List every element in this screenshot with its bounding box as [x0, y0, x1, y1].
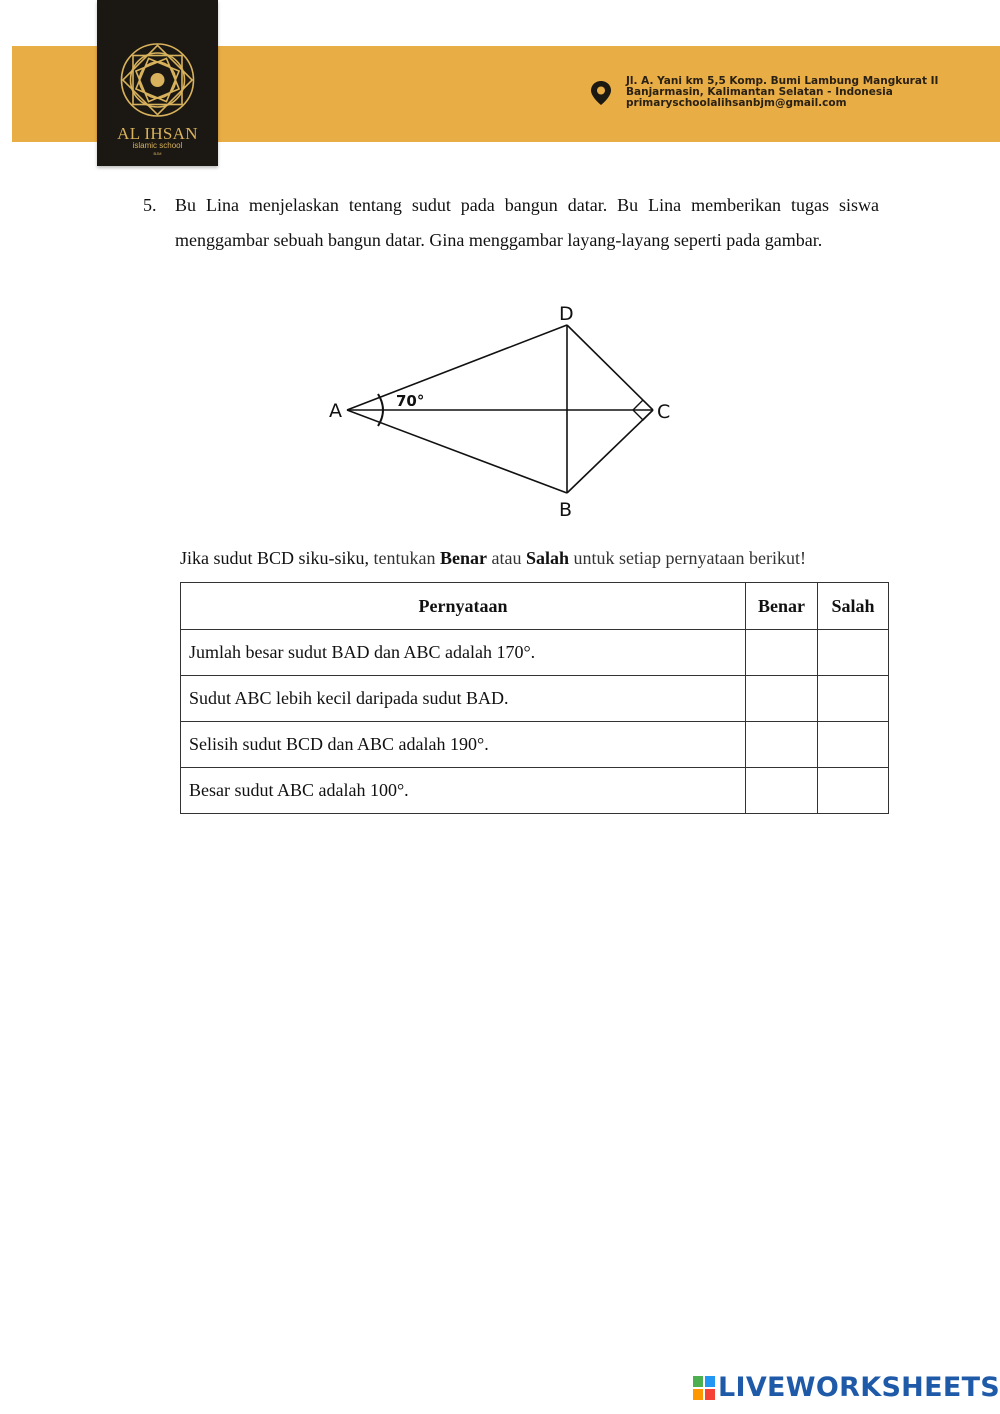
question-number: 5. [143, 195, 157, 215]
question-text: Bu Lina menjelaskan tentang sudut pada bangun datar. Bu Lina memberikan tugas siswa menggambar sebuah bangun datar. Gina menggambar layang-layang seperti pada gambar. [175, 195, 879, 250]
instruction-part1: Jika sudut BCD siku-siku, [180, 548, 370, 568]
label-a: A [329, 400, 342, 422]
instruction [180, 548, 806, 569]
instruction-benar: Benar [440, 548, 488, 568]
liveworksheets-text: LIVEWORKSHEETS [718, 1372, 1000, 1403]
label-c: C [657, 401, 671, 423]
logo-name: AL IHSAN [117, 124, 198, 143]
location-pin-icon [590, 80, 612, 106]
liveworksheets-logo[interactable] [693, 1372, 1000, 1403]
salah-answer-cell[interactable] [818, 630, 889, 676]
header-salah: Salah [818, 583, 889, 630]
table-row [181, 676, 889, 722]
table-row [181, 630, 889, 676]
instruction-part3: atau [487, 548, 526, 568]
address-line-street: Jl. A. Yani km 5,5 Komp. Bumi Lambung Mangkurat II [626, 75, 939, 87]
side-bc [567, 410, 653, 493]
statement-text: Besar sudut ABC adalah 100°. [181, 768, 746, 814]
salah-answer-cell[interactable] [818, 722, 889, 768]
school-address [626, 76, 938, 109]
angle-label: 70° [396, 392, 425, 410]
benar-answer-cell[interactable] [746, 630, 818, 676]
table-row [181, 722, 889, 768]
header-pernyataan: Pernyataan [181, 583, 746, 630]
instruction-part4: untuk setiap pernyataan berikut! [569, 548, 806, 568]
star-emblem-icon [104, 38, 211, 122]
salah-answer-cell[interactable] [818, 676, 889, 722]
address-line-city: Banjarmasin, Kalimantan Selatan - Indonesia [626, 86, 893, 98]
statement-text: Sudut ABC lebih kecil daripada sudut BAD. [181, 676, 746, 722]
instruction-part2: tentukan [369, 548, 441, 568]
label-b: B [559, 499, 573, 521]
statement-table [180, 582, 889, 814]
address-line-email: primaryschoolalihsanbjm@gmail.com [626, 97, 847, 109]
instruction-salah: Salah [526, 548, 570, 568]
side-dc [567, 325, 653, 410]
school-logo [97, 0, 218, 166]
statement-text: Selisih sudut BCD dan ABC adalah 190°. [181, 722, 746, 768]
liveworksheets-blocks-icon [693, 1376, 715, 1400]
statement-text: Jumlah besar sudut BAD dan ABC adalah 170°. [181, 630, 746, 676]
benar-answer-cell[interactable] [746, 722, 818, 768]
header-benar: Benar [746, 583, 818, 630]
table-header-row [181, 583, 889, 630]
label-d: D [559, 303, 574, 325]
kite-figure [325, 300, 685, 525]
logo-city: BJM [153, 151, 162, 156]
salah-answer-cell[interactable] [818, 768, 889, 814]
table-row [181, 768, 889, 814]
logo-subtitle: islamic school [132, 141, 183, 150]
benar-answer-cell[interactable] [746, 676, 818, 722]
benar-answer-cell[interactable] [746, 768, 818, 814]
